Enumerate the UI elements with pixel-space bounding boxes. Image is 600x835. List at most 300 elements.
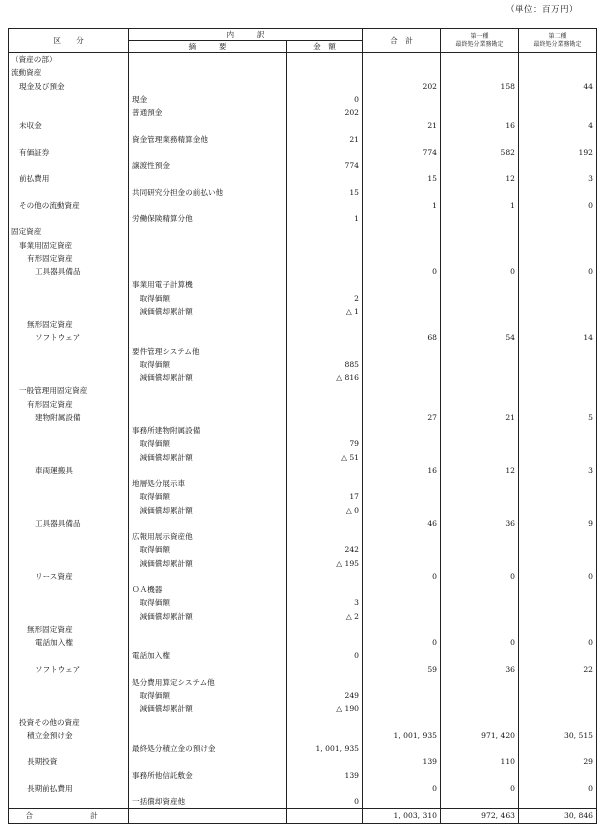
cell-category: 未収金 [9,119,129,132]
table-row [9,411,597,424]
cell-type1 [441,252,519,265]
cell-total [363,318,441,331]
cell-category: 車両運搬具 [9,464,129,477]
cell-type2 [519,490,597,503]
table-row [9,583,597,596]
cell-category [9,702,129,715]
table-row [9,517,597,530]
cell-amount [287,278,363,291]
cell-total [363,477,441,490]
cell-amount: △ 190 [287,702,363,715]
cell-type2 [519,437,597,450]
cell-total [363,530,441,543]
table-row [9,119,597,132]
cell-amount: 0 [287,795,363,809]
cell-category: 前払費用 [9,172,129,185]
cell-type1 [441,623,519,636]
cell-amount: 885 [287,358,363,371]
cell-amount: △ 0 [287,504,363,517]
cell-type2 [519,742,597,755]
header-tekiyo: 摘 要 [129,41,287,53]
cell-type1 [441,451,519,464]
cell-type1 [441,676,519,689]
cell-description [129,119,287,132]
table-row [9,769,597,782]
cell-type1 [441,186,519,199]
cell-type2 [519,530,597,543]
cell-amount [287,398,363,411]
cell-description [129,755,287,768]
cell-amount: 202 [287,106,363,119]
cell-type1 [441,292,519,305]
cell-description: 共同研究分担金の前払い他 [129,186,287,199]
header-gokei: 合 計 [363,29,441,53]
table-row [9,464,597,477]
table-row [9,53,597,67]
cell-total [363,623,441,636]
cell-description [129,265,287,278]
cell-amount: 139 [287,769,363,782]
cell-amount: 3 [287,596,363,609]
cell-type1 [441,371,519,384]
table-row [9,172,597,185]
cell-amount [287,623,363,636]
cell-category [9,133,129,146]
table-row [9,649,597,662]
cell-description: 取得価額 [129,543,287,556]
cell-category [9,689,129,702]
cell-total [363,769,441,782]
cell-amount: 17 [287,490,363,503]
cell-total [363,398,441,411]
cell-type2 [519,133,597,146]
cell-category: 長期前払費用 [9,782,129,795]
cell-description [129,398,287,411]
cell-category [9,358,129,371]
cell-total [363,239,441,252]
table-row [9,146,597,159]
cell-type1: 12 [441,464,519,477]
cell-category: 現金及び預金 [9,80,129,93]
cell-total: 1, 001, 935 [363,729,441,742]
total-label: 合 計 [9,809,129,824]
header-col2: 第二種 最終処分業務勘定 [519,29,597,53]
table-row [9,318,597,331]
cell-type2 [519,305,597,318]
cell-total [363,451,441,464]
cell-total: 27 [363,411,441,424]
cell-total [363,66,441,79]
cell-type2 [519,769,597,782]
cell-type1 [441,159,519,172]
cell-amount: 2 [287,292,363,305]
cell-description: 減価償却累計額 [129,371,287,384]
cell-type2: 22 [519,663,597,676]
header-kingaku: 金 額 [287,41,363,53]
total-type1: 972, 463 [441,809,519,824]
cell-category: 一般管理用固定資産 [9,384,129,397]
cell-description [129,411,287,424]
cell-total [363,702,441,715]
cell-type2: 9 [519,517,597,530]
cell-category [9,371,129,384]
cell-description: 資金管理業務精算金他 [129,133,287,146]
cell-type1 [441,583,519,596]
cell-type2 [519,596,597,609]
cell-type2 [519,557,597,570]
cell-type1 [441,133,519,146]
cell-type2 [519,795,597,809]
cell-type2 [519,543,597,556]
cell-total [363,278,441,291]
cell-category: 長期投資 [9,755,129,768]
cell-type2 [519,384,597,397]
cell-type2 [519,239,597,252]
cell-total: 59 [363,663,441,676]
table-row [9,716,597,729]
cell-type1 [441,106,519,119]
cell-type2 [519,66,597,79]
cell-type1: 158 [441,80,519,93]
cell-total [363,596,441,609]
table-row [9,305,597,318]
cell-description: 減価償却累計額 [129,305,287,318]
table-row [9,225,597,238]
cell-category: 固定資産 [9,225,129,238]
cell-amount [287,464,363,477]
cell-type1 [441,557,519,570]
table-row [9,663,597,676]
cell-type1 [441,318,519,331]
total-row [9,809,597,824]
cell-type2: 29 [519,755,597,768]
table-row [9,358,597,371]
cell-amount: 1 [287,212,363,225]
cell-total [363,424,441,437]
cell-type2 [519,623,597,636]
cell-total [363,716,441,729]
cell-type2 [519,689,597,702]
cell-category: 有形固定資産 [9,252,129,265]
cell-type2 [519,610,597,623]
cell-category: リース資産 [9,570,129,583]
table-row [9,66,597,79]
cell-description: 減価償却累計額 [129,610,287,623]
cell-category [9,477,129,490]
cell-amount: △ 1 [287,305,363,318]
cell-amount [287,716,363,729]
cell-description [129,252,287,265]
cell-total [363,305,441,318]
cell-total: 0 [363,265,441,278]
table-row [9,199,597,212]
cell-amount: 0 [287,93,363,106]
cell-description: 地層処分展示車 [129,477,287,490]
cell-category [9,437,129,450]
cell-type2: 3 [519,172,597,185]
cell-category: 事業用固定資産 [9,239,129,252]
cell-type2 [519,583,597,596]
total-desc [129,809,287,824]
cell-amount [287,172,363,185]
cell-description [129,225,287,238]
cell-total [363,543,441,556]
cell-total: 774 [363,146,441,159]
table-row [9,398,597,411]
table-row [9,265,597,278]
cell-total [363,371,441,384]
balance-sheet-table [8,28,597,824]
table-row [9,504,597,517]
cell-total [363,345,441,358]
cell-type1: 0 [441,265,519,278]
table-row [9,490,597,503]
cell-category [9,583,129,596]
cell-type1: 21 [441,411,519,424]
table-row [9,424,597,437]
cell-description [129,318,287,331]
cell-category: 無形固定資産 [9,318,129,331]
table-row [9,159,597,172]
cell-type1: 36 [441,663,519,676]
cell-category [9,557,129,570]
cell-category: 流動資産 [9,66,129,79]
cell-description: 事務所建物附属設備 [129,424,287,437]
cell-total [363,689,441,702]
cell-type2 [519,93,597,106]
cell-amount: △ 2 [287,610,363,623]
cell-description [129,146,287,159]
table-row [9,186,597,199]
cell-category [9,186,129,199]
cell-type2 [519,716,597,729]
cell-type1: 582 [441,146,519,159]
table-row [9,278,597,291]
cell-type2: 30, 515 [519,729,597,742]
cell-type1: 0 [441,636,519,649]
cell-type1 [441,716,519,729]
cell-description: 広報用展示資産他 [129,530,287,543]
cell-amount [287,729,363,742]
cell-amount [287,517,363,530]
cell-description: 一括償却資産他 [129,795,287,809]
cell-description: 現金 [129,93,287,106]
cell-description [129,80,287,93]
cell-total: 202 [363,80,441,93]
cell-type2: 0 [519,636,597,649]
cell-total [363,742,441,755]
cell-total: 21 [363,119,441,132]
cell-amount [287,66,363,79]
table-row [9,477,597,490]
cell-type1 [441,769,519,782]
cell-category [9,676,129,689]
table-row [9,451,597,464]
cell-type2 [519,424,597,437]
cell-amount [287,146,363,159]
cell-type2 [519,358,597,371]
cell-type1 [441,358,519,371]
table-row [9,543,597,556]
cell-category [9,795,129,809]
cell-category [9,490,129,503]
cell-total [363,159,441,172]
cell-amount [287,252,363,265]
table-row [9,80,597,93]
cell-type1 [441,543,519,556]
cell-category [9,649,129,662]
table-row [9,610,597,623]
header-col1: 第一種 最終処分業務勘定 [441,29,519,53]
cell-category [9,610,129,623]
cell-description: 減価償却累計額 [129,504,287,517]
cell-type2 [519,702,597,715]
cell-category: （資産の部） [9,53,129,67]
cell-total: 16 [363,464,441,477]
cell-description [129,623,287,636]
cell-description: 普通預金 [129,106,287,119]
cell-type1 [441,424,519,437]
table-row [9,252,597,265]
cell-description: 取得価額 [129,596,287,609]
cell-category [9,504,129,517]
cell-total [363,106,441,119]
cell-category: 無形固定資産 [9,623,129,636]
cell-category: 建物附属設備 [9,411,129,424]
cell-description [129,636,287,649]
cell-total [363,133,441,146]
cell-category: その他の流動資産 [9,199,129,212]
cell-type2 [519,371,597,384]
cell-category [9,769,129,782]
cell-total [363,93,441,106]
cell-type1: 12 [441,172,519,185]
cell-category: 積立金預け金 [9,729,129,742]
cell-description [129,782,287,795]
cell-amount: 0 [287,649,363,662]
cell-type1 [441,53,519,67]
cell-description: ＯＡ機器 [129,583,287,596]
cell-description [129,729,287,742]
cell-description [129,199,287,212]
cell-type1 [441,225,519,238]
header-kubun: 区 分 [9,29,129,53]
cell-total [363,504,441,517]
table-row [9,676,597,689]
table-row [9,795,597,809]
cell-category [9,159,129,172]
cell-total: 46 [363,517,441,530]
cell-amount [287,225,363,238]
cell-type1 [441,239,519,252]
cell-type2 [519,186,597,199]
table-row [9,239,597,252]
table-row [9,782,597,795]
total-amount [287,809,363,824]
cell-type2: 0 [519,782,597,795]
cell-description: 処分費用算定システム他 [129,676,287,689]
table-row [9,596,597,609]
cell-description [129,716,287,729]
cell-description: 取得価額 [129,358,287,371]
cell-type1 [441,795,519,809]
table-row [9,530,597,543]
cell-description: 最終処分積立金の預け金 [129,742,287,755]
cell-description [129,66,287,79]
cell-category [9,93,129,106]
cell-type2: 5 [519,411,597,424]
cell-total [363,583,441,596]
cell-total [363,676,441,689]
cell-type2: 0 [519,199,597,212]
table-body [9,53,597,824]
cell-amount: △ 51 [287,451,363,464]
cell-type2 [519,345,597,358]
cell-type2: 192 [519,146,597,159]
cell-amount [287,119,363,132]
cell-description [129,331,287,344]
cell-type1 [441,596,519,609]
cell-type1 [441,610,519,623]
cell-type1 [441,305,519,318]
cell-category [9,292,129,305]
cell-description: 減価償却累計額 [129,451,287,464]
cell-type1: 1 [441,199,519,212]
cell-type2 [519,292,597,305]
cell-type2 [519,504,597,517]
cell-description: 電話加入権 [129,649,287,662]
cell-total [363,437,441,450]
table-row [9,212,597,225]
table-row [9,729,597,742]
cell-category: 投資その他の資産 [9,716,129,729]
cell-description [129,239,287,252]
cell-amount [287,583,363,596]
table-row [9,133,597,146]
cell-amount [287,782,363,795]
cell-type2: 0 [519,265,597,278]
cell-amount [287,80,363,93]
cell-category [9,106,129,119]
cell-type1 [441,530,519,543]
cell-type2 [519,451,597,464]
cell-type2 [519,649,597,662]
unit-label: （単位：百万円） [505,5,578,15]
cell-type2 [519,252,597,265]
cell-category [9,278,129,291]
cell-amount [287,318,363,331]
cell-amount [287,676,363,689]
cell-type1 [441,345,519,358]
cell-amount [287,570,363,583]
cell-type1 [441,384,519,397]
cell-description: 事務所他信託敷金 [129,769,287,782]
cell-description: 労働保険精算分他 [129,212,287,225]
cell-category [9,305,129,318]
cell-amount [287,477,363,490]
cell-amount [287,755,363,768]
cell-description: 減価償却累計額 [129,702,287,715]
cell-category: ソフトウェア [9,331,129,344]
cell-total [363,212,441,225]
cell-category: ソフトウェア [9,663,129,676]
cell-total [363,252,441,265]
cell-amount: 15 [287,186,363,199]
cell-total [363,358,441,371]
cell-type2: 3 [519,464,597,477]
cell-category [9,345,129,358]
cell-category [9,543,129,556]
